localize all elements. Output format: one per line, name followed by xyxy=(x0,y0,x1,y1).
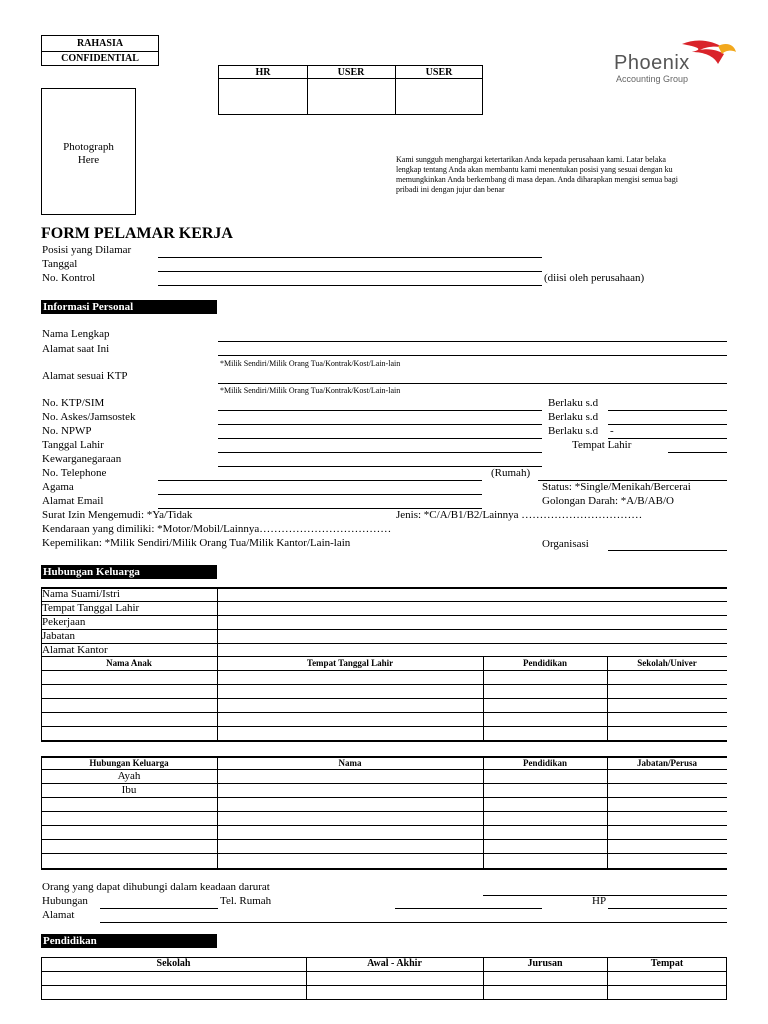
milik-note-2: *Milik Sendiri/Milik Orang Tua/Kontrak/Kost/Lain-lain xyxy=(220,386,401,395)
npwp-label: No. NPWP xyxy=(42,425,92,437)
berlaku-2-field[interactable] xyxy=(608,424,727,425)
email-label: Alamat Email xyxy=(42,495,104,507)
kepemilikan-label: Kepemilikan: *Milik Sendiri/Milik Orang Tua/Milik Kantor/Lain-lain xyxy=(42,537,351,549)
tgl-lahir-label: Tanggal Lahir xyxy=(42,439,104,451)
keluarga-table xyxy=(41,587,727,742)
kontrol-label: No. Kontrol xyxy=(42,272,96,284)
alamat-kantor-label: Alamat Kantor xyxy=(42,644,108,656)
confidential-box xyxy=(41,35,159,66)
intro-line3: memungkinkan Anda berkembang di masa depan. Anda diharapkan mengisi semua bagi xyxy=(396,175,678,184)
status-label: Status: *Single/Menikah/Bercerai xyxy=(542,481,691,493)
approval-user-2: USER xyxy=(425,67,453,78)
darurat-title: Orang yang dapat dihubungi dalam keadaan darurat xyxy=(42,881,270,893)
kewarganegaraan-label: Kewarganegaraan xyxy=(42,453,122,465)
berlaku-1: Berlaku s.d xyxy=(548,397,599,409)
tempat-lahir-label: Tempat Lahir xyxy=(572,439,632,451)
confidential-line1: RAHASIA xyxy=(76,38,124,49)
form-title: FORM PELAMAR KERJA xyxy=(41,225,233,242)
tel-rumah-field[interactable] xyxy=(395,908,542,909)
pendidikan-header-sekolah: Sekolah xyxy=(156,958,191,969)
section-hubungan-keluarga: Hubungan Keluarga xyxy=(41,565,217,579)
relasi-header-nama: Nama xyxy=(338,758,362,768)
alamat-darurat-label: Alamat xyxy=(42,909,75,921)
jabatan-label: Jabatan xyxy=(42,630,75,642)
approval-hr: HR xyxy=(255,67,271,78)
hubungan-field[interactable] xyxy=(100,908,218,909)
pendidikan-header-tempat: Tempat xyxy=(650,958,684,969)
intro-line4: pribadi ini dengan jujur dan benar xyxy=(396,185,505,194)
nama-field[interactable] xyxy=(218,341,727,342)
anak-header-ttl: Tempat Tanggal Lahir xyxy=(306,658,394,668)
pendidikan-header-awal-akhir: Awal - Akhir xyxy=(367,958,422,969)
kontrol-field[interactable] xyxy=(158,285,542,286)
alamat-ini-field[interactable] xyxy=(218,355,727,356)
confidential-line2: CONFIDENTIAL xyxy=(61,53,139,64)
alamat-darurat-field[interactable] xyxy=(100,922,727,923)
relasi-table xyxy=(41,756,727,870)
organisasi-field[interactable] xyxy=(608,550,727,551)
photo-line1: Photograph xyxy=(63,141,114,153)
pendidikan-table xyxy=(41,957,727,1001)
logo-subtitle: Accounting Group xyxy=(616,74,689,84)
berlaku-1-field[interactable] xyxy=(608,410,727,411)
askes-label: No. Askes/Jamsostek xyxy=(42,411,136,423)
kendaraan-label: Kendaraan yang dimiliki: *Motor/Mobil/Lainnya……………………………… xyxy=(42,523,392,535)
intro-line1: Kami sungguh menghargai ketertarikan Anda kepada perusahaan kami. Latar belaka xyxy=(396,155,666,164)
ktp-label: No. KTP/SIM xyxy=(42,397,105,409)
tgl-lahir-field[interactable] xyxy=(218,452,542,453)
ttl-label: Tempat Tanggal Lahir xyxy=(42,602,140,614)
relasi-header-hubungan: Hubungan Keluarga xyxy=(89,758,169,768)
pekerjaan-label: Pekerjaan xyxy=(42,616,86,628)
agama-label: Agama xyxy=(42,481,74,493)
nama-label: Nama Lengkap xyxy=(42,328,110,340)
pendidikan-header-jurusan: Jurusan xyxy=(527,958,563,969)
approval-user-1: USER xyxy=(337,67,365,78)
alamat-ini-label: Alamat saat Ini xyxy=(42,343,110,355)
tanggal-field[interactable] xyxy=(158,271,542,272)
posisi-field[interactable] xyxy=(158,257,542,258)
section-pendidikan: Pendidikan xyxy=(41,934,217,948)
anak-header-pendidikan: Pendidikan xyxy=(522,658,568,668)
ayah-label: Ayah xyxy=(117,770,141,782)
telephone-field[interactable] xyxy=(158,480,482,481)
berlaku-3-dash: - xyxy=(610,425,614,437)
telephone-label: No. Telephone xyxy=(42,467,107,479)
berlaku-2: Berlaku s.d xyxy=(548,411,599,423)
photo-box xyxy=(41,88,136,215)
anak-header-nama: Nama Anak xyxy=(106,658,152,668)
relasi-header-jabatan: Jabatan/Perusa xyxy=(636,758,697,768)
npwp-field[interactable] xyxy=(218,438,542,439)
suami-label: Nama Suami/Istri xyxy=(42,588,120,600)
hp-label: HP xyxy=(592,895,607,907)
alamat-ktp-label: Alamat sesuai KTP xyxy=(42,370,128,382)
relasi-header-pendidikan: Pendidikan xyxy=(522,758,568,768)
agama-field[interactable] xyxy=(158,494,482,495)
hp-field[interactable] xyxy=(608,908,727,909)
tanggal-label: Tanggal xyxy=(42,258,78,270)
goldar-label: Golongan Darah: *A/B/AB/O xyxy=(542,495,674,507)
kontrol-note: (diisi oleh perusahaan) xyxy=(544,272,645,284)
milik-note-1: *Milik Sendiri/Milik Orang Tua/Kontrak/Kost/Lain-lain xyxy=(220,359,401,368)
ktp-field[interactable] xyxy=(218,410,542,411)
sim-label: Surat Izin Mengemudi: *Ya/Tidak xyxy=(42,509,193,521)
logo-name: Phoenix xyxy=(614,52,690,74)
tel-rumah-label: Tel. Rumah xyxy=(220,895,272,907)
ibu-label: Ibu xyxy=(121,784,137,796)
anak-header-sekolah: Sekolah/Univer xyxy=(637,658,697,668)
jenis-label: Jenis: *C/A/B1/B2/Lainnya …………………………… xyxy=(396,509,643,521)
rumah-label: (Rumah) xyxy=(491,467,531,479)
phoenix-logo xyxy=(610,38,730,86)
tempat-lahir-field[interactable] xyxy=(668,452,727,453)
section-informasi-personal: Informasi Personal xyxy=(41,300,217,314)
askes-field[interactable] xyxy=(218,424,542,425)
organisasi-label: Organisasi xyxy=(542,538,589,550)
posisi-label: Posisi yang Dilamar xyxy=(42,244,132,256)
berlaku-3: Berlaku s.d xyxy=(548,425,599,437)
alamat-ktp-field[interactable] xyxy=(218,383,727,384)
intro-line2: lengkap tentang Anda akan membantu kami menentukan posisi yang sesuai dengan ku xyxy=(396,165,673,174)
hubungan-label: Hubungan xyxy=(42,895,88,907)
photo-line2: Here xyxy=(77,154,100,166)
approval-table xyxy=(218,65,483,115)
